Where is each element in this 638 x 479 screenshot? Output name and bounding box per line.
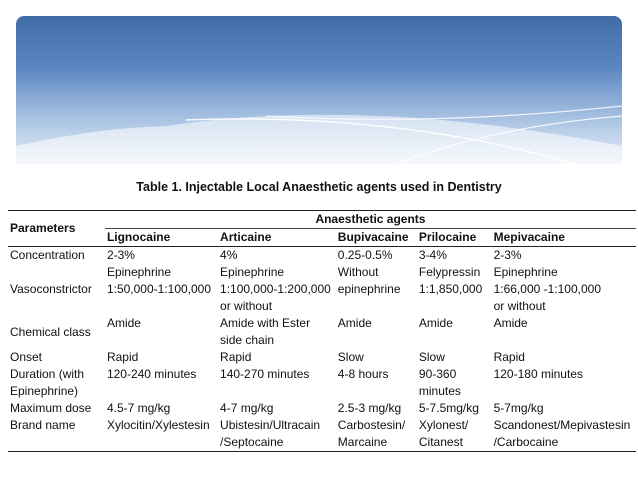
- table-cell: 3-4%: [418, 248, 447, 262]
- table-cell: 5-7mg/kg: [493, 401, 544, 415]
- table-cell: Carbostesin/ Marcaine: [336, 417, 417, 452]
- parameters-header: Parameters: [8, 211, 105, 247]
- agent-header-articaine: Articaine: [220, 230, 272, 244]
- table-cell: 4.5-7 mg/kg: [106, 401, 171, 415]
- agent-header-bupivacaine: Bupivacaine: [337, 230, 409, 244]
- agent-header-prilocaine: Prilocaine: [418, 230, 477, 244]
- agent-header-lignocaine: Lignocaine: [106, 230, 171, 244]
- table-cell: Amide with Ester side chain: [220, 316, 311, 347]
- table-cell: Epinephrine 1:66,000 -1:100,000 or without: [493, 265, 602, 313]
- table-cell: Amide: [493, 316, 528, 330]
- anaesthetic-agents-header: Anaesthetic agents: [105, 211, 636, 229]
- table-cell: Xylocitin/Xylestesin: [105, 417, 218, 452]
- table-cell: Rapid: [220, 350, 252, 364]
- table-cell: 120-240 minutes: [106, 367, 197, 381]
- table-cell: Amide: [337, 316, 372, 330]
- banner-wave-decoration: [16, 16, 622, 164]
- table-cell: 2-3%: [106, 248, 135, 262]
- table-row: [8, 264, 636, 315]
- table-row: [8, 417, 636, 452]
- row-label: Duration (with Epinephrine): [10, 367, 85, 398]
- table-cell: Felypressin 1:1,850,000: [418, 265, 483, 296]
- table-cell: 4%: [220, 248, 238, 262]
- table-cell: Ubistesin/Ultracain /Septocaine: [218, 417, 336, 452]
- table-cell: Rapid: [106, 350, 139, 364]
- row-label: Brand name: [8, 417, 105, 452]
- table-cell: 90-360 minutes: [418, 367, 461, 398]
- row-label: Chemical class: [10, 324, 91, 339]
- table-cell: Without epinephrine: [337, 265, 401, 296]
- table-row: [8, 400, 636, 417]
- table-row: [8, 349, 636, 366]
- table-cell: 4-8 hours: [337, 367, 389, 381]
- table-cell: Rapid: [493, 350, 525, 364]
- table-cell: 2.5-3 mg/kg: [337, 401, 402, 415]
- anaesthetic-agents-table: [8, 210, 636, 452]
- table-cell: Epinephrine 1:50,000-1:100,000: [106, 265, 212, 296]
- table-row: [8, 315, 636, 349]
- table-cell: Xylonest/ Citanest: [417, 417, 492, 452]
- table-cell: Scandonest/Mepivastesin /Carbocaine: [492, 417, 636, 452]
- table-cell: 140-270 minutes: [220, 367, 310, 381]
- table-cell: Slow: [337, 350, 364, 364]
- table-cell: 2-3%: [493, 248, 522, 262]
- row-label: Concentration: [10, 248, 85, 262]
- header-banner: [16, 16, 622, 164]
- row-label: Onset: [10, 350, 43, 364]
- agent-header-mepivacaine: Mepivacaine: [493, 230, 565, 244]
- table-cell: Epinephrine 1:100,000-1:200,000 or without: [220, 265, 331, 313]
- row-label: Vasoconstrictor: [10, 282, 92, 296]
- table-row: [8, 247, 636, 265]
- table-cell: 4-7 mg/kg: [220, 401, 274, 415]
- table-cell: Amide: [418, 316, 453, 330]
- table-cell: 0.25-0.5%: [337, 248, 393, 262]
- table-cell: 5-7.5mg/kg: [418, 401, 479, 415]
- table-caption: Table 1. Injectable Local Anaesthetic agents used in Dentistry: [136, 180, 502, 194]
- table-cell: 120-180 minutes: [493, 367, 583, 381]
- table-cell: Amide: [106, 316, 141, 330]
- table-row: [8, 366, 636, 400]
- row-label: Maximum dose: [10, 401, 92, 415]
- table-cell: Slow: [418, 350, 445, 364]
